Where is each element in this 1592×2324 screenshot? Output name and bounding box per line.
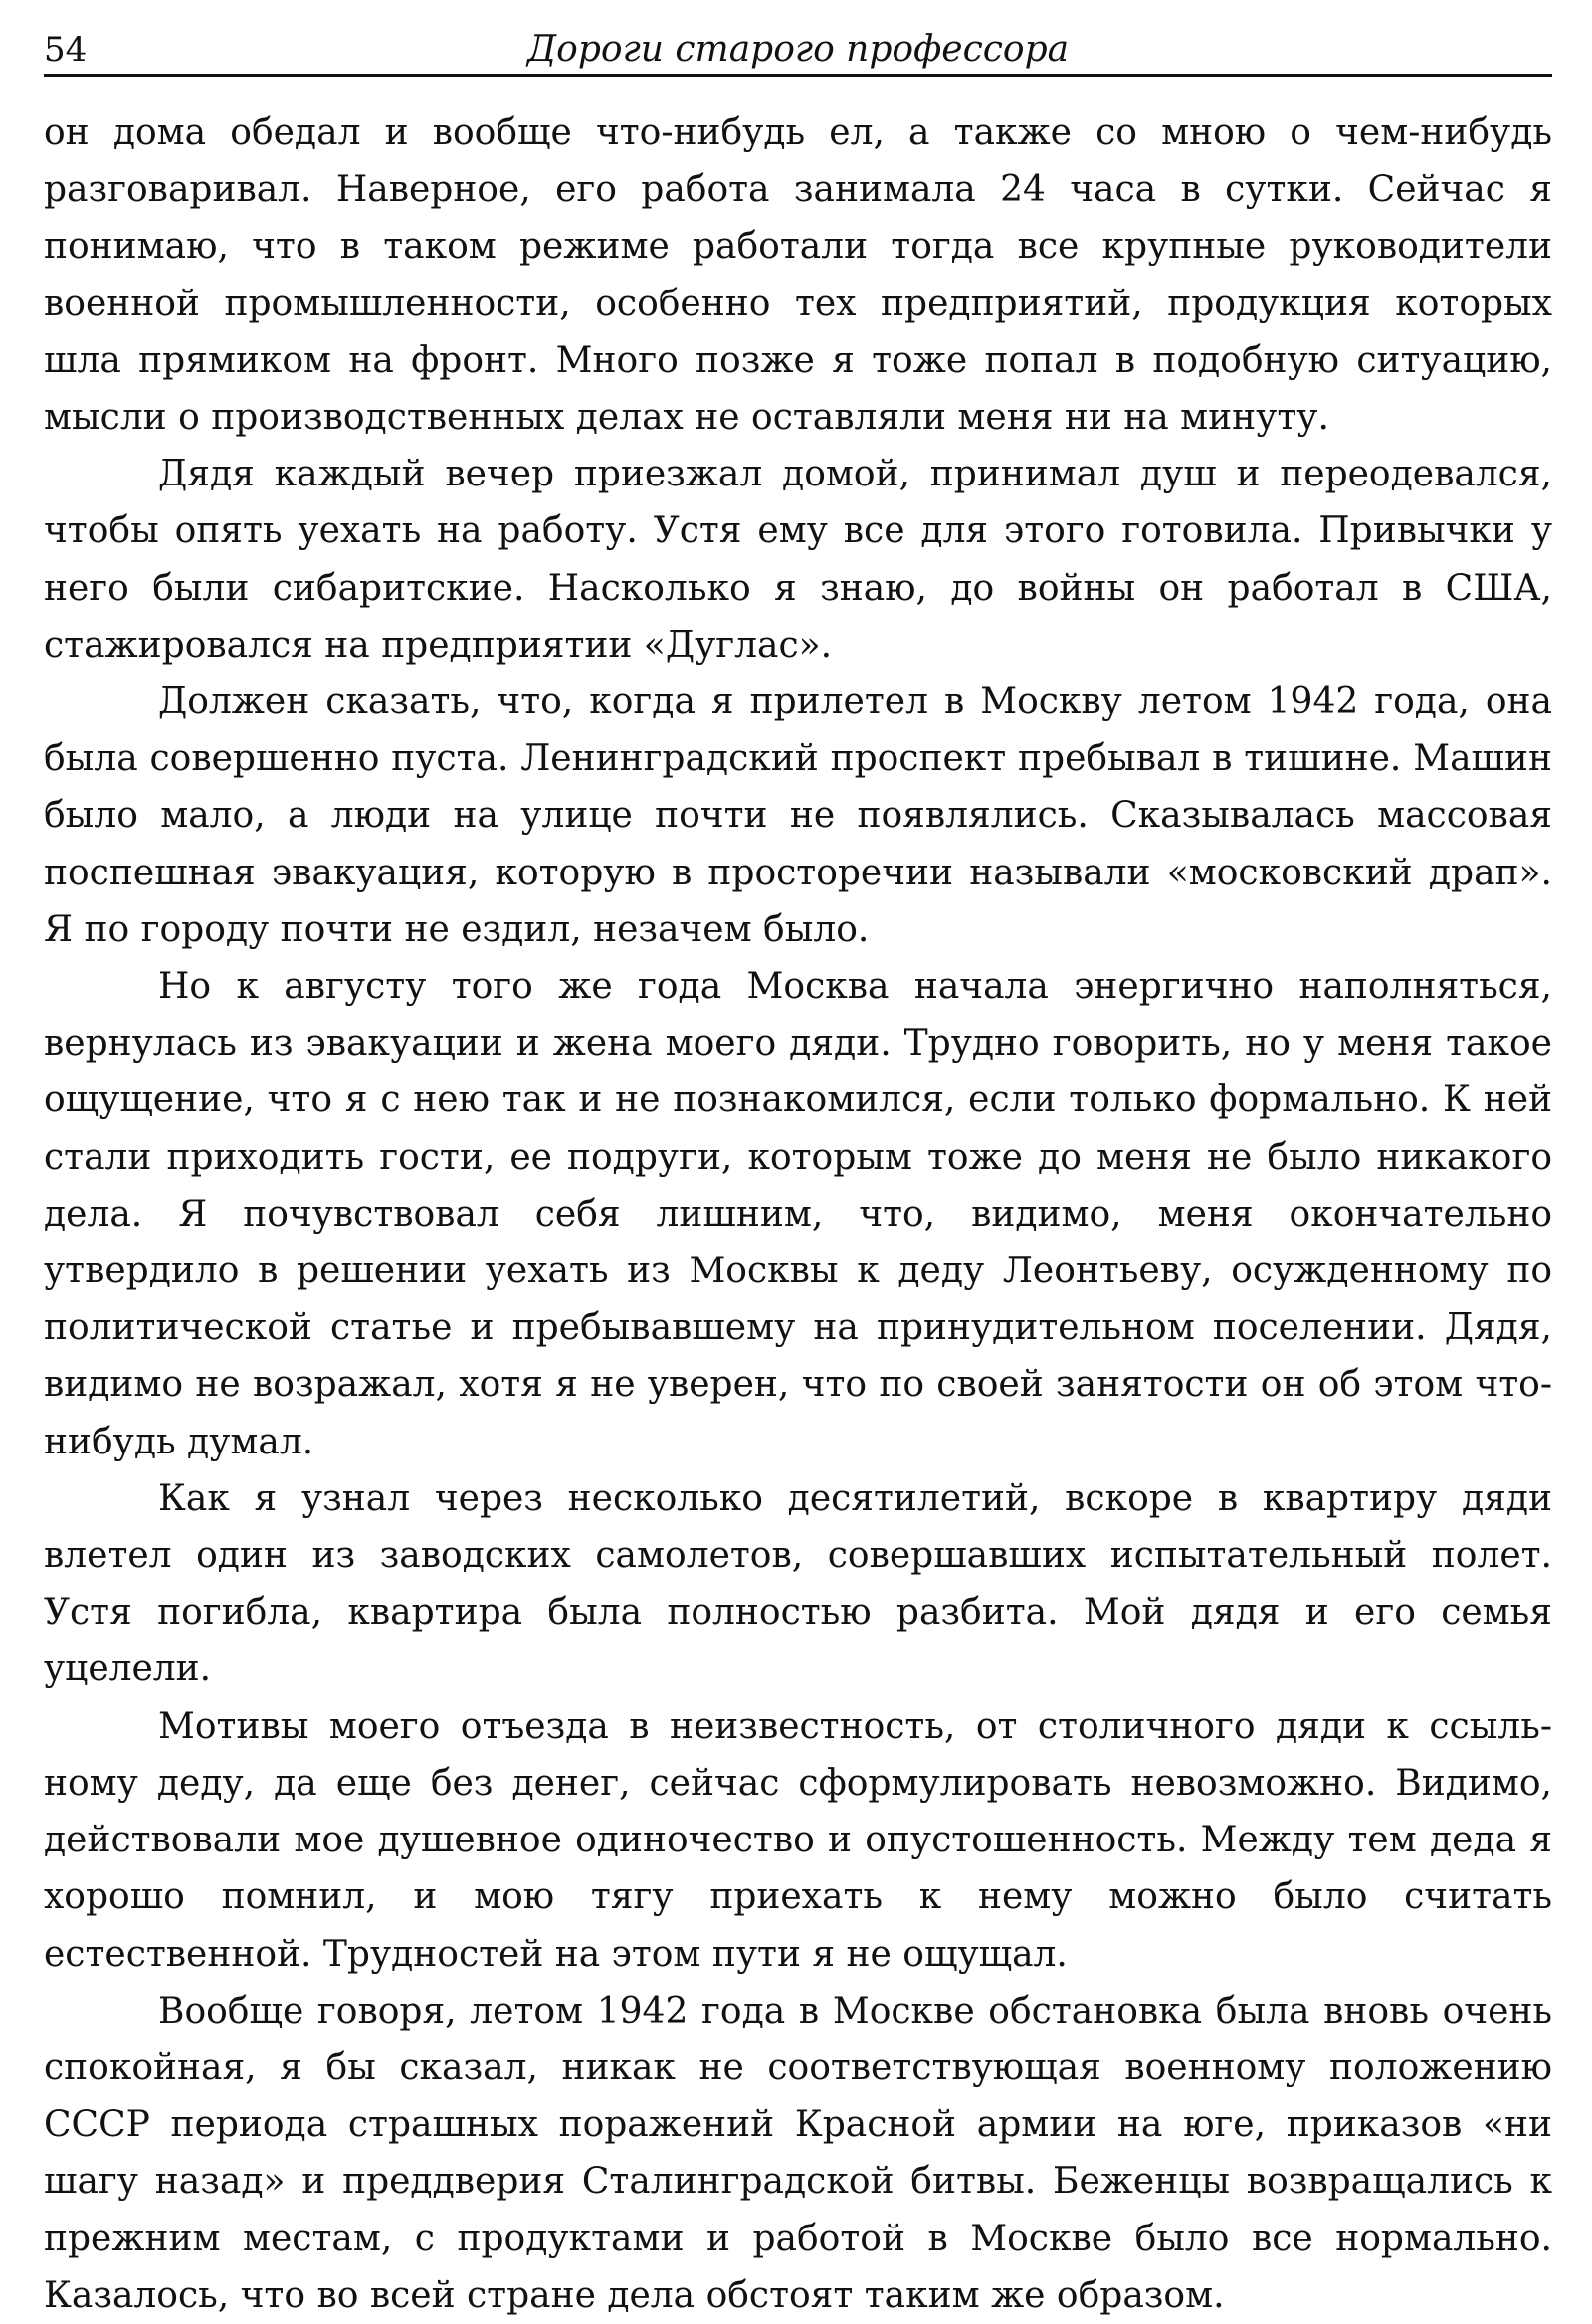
page-number: 54 bbox=[44, 30, 88, 70]
paragraph: Мотивы моего отъезда в неизвестность, от столичного дяди к ссыльному деду, да еще без денег, сейчас сформулировать невозможно. Видимо, действовали мое душевное одиночество и опустошенность. Между тем деда я хорошо помнил, и мою тягу приехать к нему можно было считать естественной. Трудностей на этом пути я не ощущал. bbox=[44, 1705, 1552, 1975]
paragraph: Дядя каждый вечер приезжал домой, принимал душ и переодевался, чтобы опять уехать на работу. Устя ему все для этого готовила. Привычки у него были сибаритские. Насколько я знаю, до войны он работал в США, стажировался на предприятии «Дуглас». bbox=[44, 454, 1552, 666]
body-text bbox=[44, 104, 1552, 2324]
page-header bbox=[44, 22, 1552, 77]
paragraph: Должен сказать, что, когда я прилетел в Москву летом 1942 года, она была совершенно пуста. Ленинградский проспект пребывал в тишине. Машин было мало, а люди на улице почти не появлялись. Сказывалась массовая поспешная эвакуация, которую в просторечии называли «московский драп». Я по городу почти не ездил, незачем было. bbox=[44, 681, 1552, 950]
paragraph: Вообще говоря, летом 1942 года в Москве обстановка была вновь очень спокойная, я бы сказал, никак не соответствующая военному положению СССР периода страшных поражений Красной армии на юге, приказов «ни шагу назад» и преддверия Сталинградской битвы. Беженцы возвращались к прежним местам, с продуктами и работой в Москве было все нормально. Казалось, что во всей стране дела обстоят таким же образом. bbox=[44, 1990, 1552, 2316]
paragraph-continued: он дома обедал и вообще что-нибудь ел, а также со мною о чем-нибудь разговаривал. Наверное, его работа занимала 24 часа в сутки. Сейчас я понимаю, что в таком режиме работали тогда все крупные руководители военной промышленности, особенно тех предприятий, продукция которых шла прямиком на фронт. Много позже я тоже попал в подобную ситуацию, мысли о производственных делах не оставляли меня ни на минуту. bbox=[44, 112, 1552, 439]
paragraph: Но к августу того же года Москва начала энергично наполняться, вернулась из эвакуации и жена моего дяди. Трудно говорить, но у меня такое ощущение, что я с нею так и не познакомился, если только формально. К ней стали приходить гости, ее подруги, которым тоже до меня не было никакого дела. Я почувствовал себя лишним, что, видимо, меня окончательно утвердило в решении уехать из Москвы к деду Леонтьеву, осужденному по политической статье и пребывавшему на принудительном поселении. Дядя, видимо не возражал, хотя я не уверен, что по своей занятости он об этом что-нибудь думал. bbox=[44, 966, 1552, 1462]
book-page bbox=[44, 22, 1552, 2324]
running-title: Дороги старого профессора bbox=[526, 29, 1070, 70]
paragraph: Как я узнал через несколько десятилетий, вскоре в квартиру дяди влетел один из заводских самолетов, совершавших испытательный полет. Устя погибла, квартира была полностью разбита. Мой дядя и его семья уцелели. bbox=[44, 1477, 1552, 1690]
